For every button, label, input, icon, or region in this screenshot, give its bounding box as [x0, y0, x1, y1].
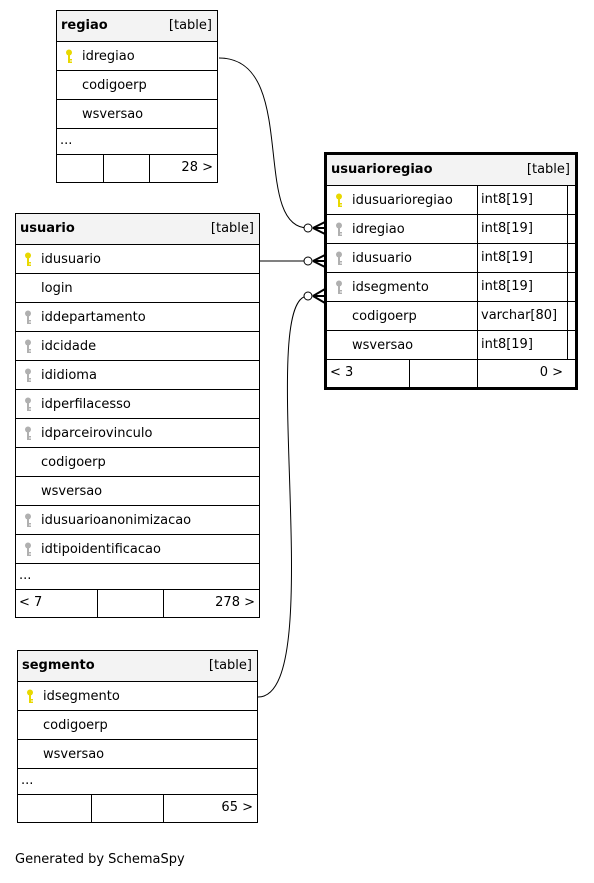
column-name: codigoerp: [41, 455, 106, 470]
column-datatype: varchar[80]: [477, 302, 567, 330]
footer-middle: [97, 590, 163, 617]
table-header: [327, 155, 575, 186]
column-name: wsversao: [43, 747, 105, 762]
column-datatype: int8[19]: [477, 244, 567, 272]
column-row-idusuario[interactable]: [16, 245, 259, 274]
column-row-wsversao[interactable]: [18, 740, 257, 769]
column-name: idtipoidentificacao: [41, 542, 161, 557]
column-name: idusuarioregiao: [352, 193, 453, 208]
primary-key-icon: [335, 193, 343, 208]
column-name: login: [41, 281, 73, 296]
table-scrollbar: [567, 186, 575, 360]
footer-parents[interactable]: [57, 155, 103, 182]
column-row-ididioma[interactable]: [16, 361, 259, 390]
footer-parents[interactable]: [18, 795, 91, 822]
table-header: [57, 11, 217, 42]
column-name: idregiao: [352, 222, 405, 237]
footer-children[interactable]: 0 >: [477, 360, 569, 387]
column-row-idparceirovinculo[interactable]: [16, 419, 259, 448]
generated-by-label: Generated by SchemaSpy: [15, 852, 185, 867]
column-row-codigoerp[interactable]: [57, 71, 217, 100]
table-segmento[interactable]: [17, 650, 258, 823]
column-row-idtipoidentificacao[interactable]: [16, 535, 259, 564]
table-footer: [16, 590, 259, 617]
footer-children[interactable]: 278 >: [163, 590, 259, 617]
foreign-key-icon: [24, 339, 32, 354]
foreign-key-icon: [24, 513, 32, 528]
table-name[interactable]: usuarioregiao: [331, 162, 433, 177]
column-name: wsversao: [41, 484, 103, 499]
edge-end-circle: [304, 292, 312, 300]
column-name: idparceirovinculo: [41, 426, 153, 441]
column-row-idusuarioregiao[interactable]: [327, 186, 575, 215]
foreign-key-icon: [335, 251, 343, 266]
column-name: idperfilacesso: [41, 397, 131, 412]
edge-segmento-usuarioregiao[interactable]: [258, 296, 308, 697]
column-row-idsegmento[interactable]: [18, 682, 257, 711]
foreign-key-icon: [24, 368, 32, 383]
footer-parents[interactable]: < 7: [19, 595, 43, 610]
primary-key-icon: [65, 49, 73, 64]
footer-children[interactable]: 28 >: [149, 155, 217, 182]
table-type: [table]: [208, 658, 252, 673]
table-type: [table]: [526, 162, 570, 177]
column-row-idperfilacesso[interactable]: [16, 390, 259, 419]
column-row-wsversao[interactable]: [57, 100, 217, 129]
column-row-wsversao[interactable]: [327, 331, 575, 360]
table-header: [16, 214, 259, 245]
column-name: idusuarioanonimizacao: [41, 513, 192, 528]
more-columns: ...: [16, 564, 259, 590]
column-row-codigoerp[interactable]: [18, 711, 257, 740]
foreign-key-icon: [335, 222, 343, 237]
table-footer: [57, 155, 217, 182]
column-name: idregiao: [82, 49, 135, 64]
column-row-iddepartamento[interactable]: [16, 303, 259, 332]
footer-middle: [103, 155, 149, 182]
edge-end-circle: [304, 224, 312, 232]
column-name: idusuario: [352, 251, 412, 266]
column-row-idusuarioanonimizacao[interactable]: [16, 506, 259, 535]
column-name: idsegmento: [43, 689, 120, 704]
column-row-login[interactable]: [16, 274, 259, 303]
column-name: codigoerp: [82, 78, 147, 93]
column-name: codigoerp: [43, 718, 108, 733]
footer-middle: [409, 360, 477, 387]
column-row-codigoerp[interactable]: [327, 302, 575, 331]
table-type: [table]: [210, 221, 254, 236]
table-name[interactable]: regiao: [61, 18, 108, 33]
column-row-codigoerp[interactable]: [16, 448, 259, 477]
edge-end-circle: [304, 257, 312, 265]
column-row-idsegmento[interactable]: [327, 273, 575, 302]
primary-key-icon: [26, 689, 34, 704]
table-footer: [327, 360, 575, 387]
footer-parents[interactable]: < 3: [330, 365, 354, 380]
column-row-wsversao[interactable]: [16, 477, 259, 506]
more-columns: ...: [18, 769, 257, 795]
column-datatype: int8[19]: [477, 215, 567, 243]
table-type: [table]: [168, 18, 212, 33]
more-columns: ...: [57, 129, 217, 155]
table-name[interactable]: segmento: [22, 658, 95, 673]
column-datatype: int8[19]: [477, 331, 567, 359]
column-row-idusuario[interactable]: [327, 244, 575, 273]
foreign-key-icon: [24, 310, 32, 325]
table-header: [18, 651, 257, 682]
table-footer: [18, 795, 257, 822]
foreign-key-icon: [24, 542, 32, 557]
column-datatype: int8[19]: [477, 186, 567, 214]
table-usuarioregiao[interactable]: [324, 152, 578, 390]
column-row-idcidade[interactable]: [16, 332, 259, 361]
footer-middle: [91, 795, 163, 822]
column-name: ididioma: [41, 368, 97, 383]
table-regiao[interactable]: [56, 10, 218, 183]
column-row-idregiao[interactable]: [327, 215, 575, 244]
primary-key-icon: [24, 252, 32, 267]
column-name: codigoerp: [352, 309, 417, 324]
foreign-key-icon: [24, 426, 32, 441]
column-name: idcidade: [41, 339, 97, 354]
column-name: iddepartamento: [41, 310, 146, 325]
foreign-key-icon: [335, 280, 343, 295]
column-name: wsversao: [352, 338, 414, 353]
column-name: wsversao: [82, 107, 144, 122]
footer-children[interactable]: 65 >: [163, 795, 257, 822]
column-row-idregiao[interactable]: [57, 42, 217, 71]
foreign-key-icon: [24, 397, 32, 412]
table-usuario[interactable]: [15, 213, 260, 618]
column-name: idsegmento: [352, 280, 429, 295]
column-datatype: int8[19]: [477, 273, 567, 301]
column-name: idusuario: [41, 252, 101, 267]
edge-regiao-usuarioregiao[interactable]: [219, 58, 308, 228]
table-name[interactable]: usuario: [20, 221, 75, 236]
